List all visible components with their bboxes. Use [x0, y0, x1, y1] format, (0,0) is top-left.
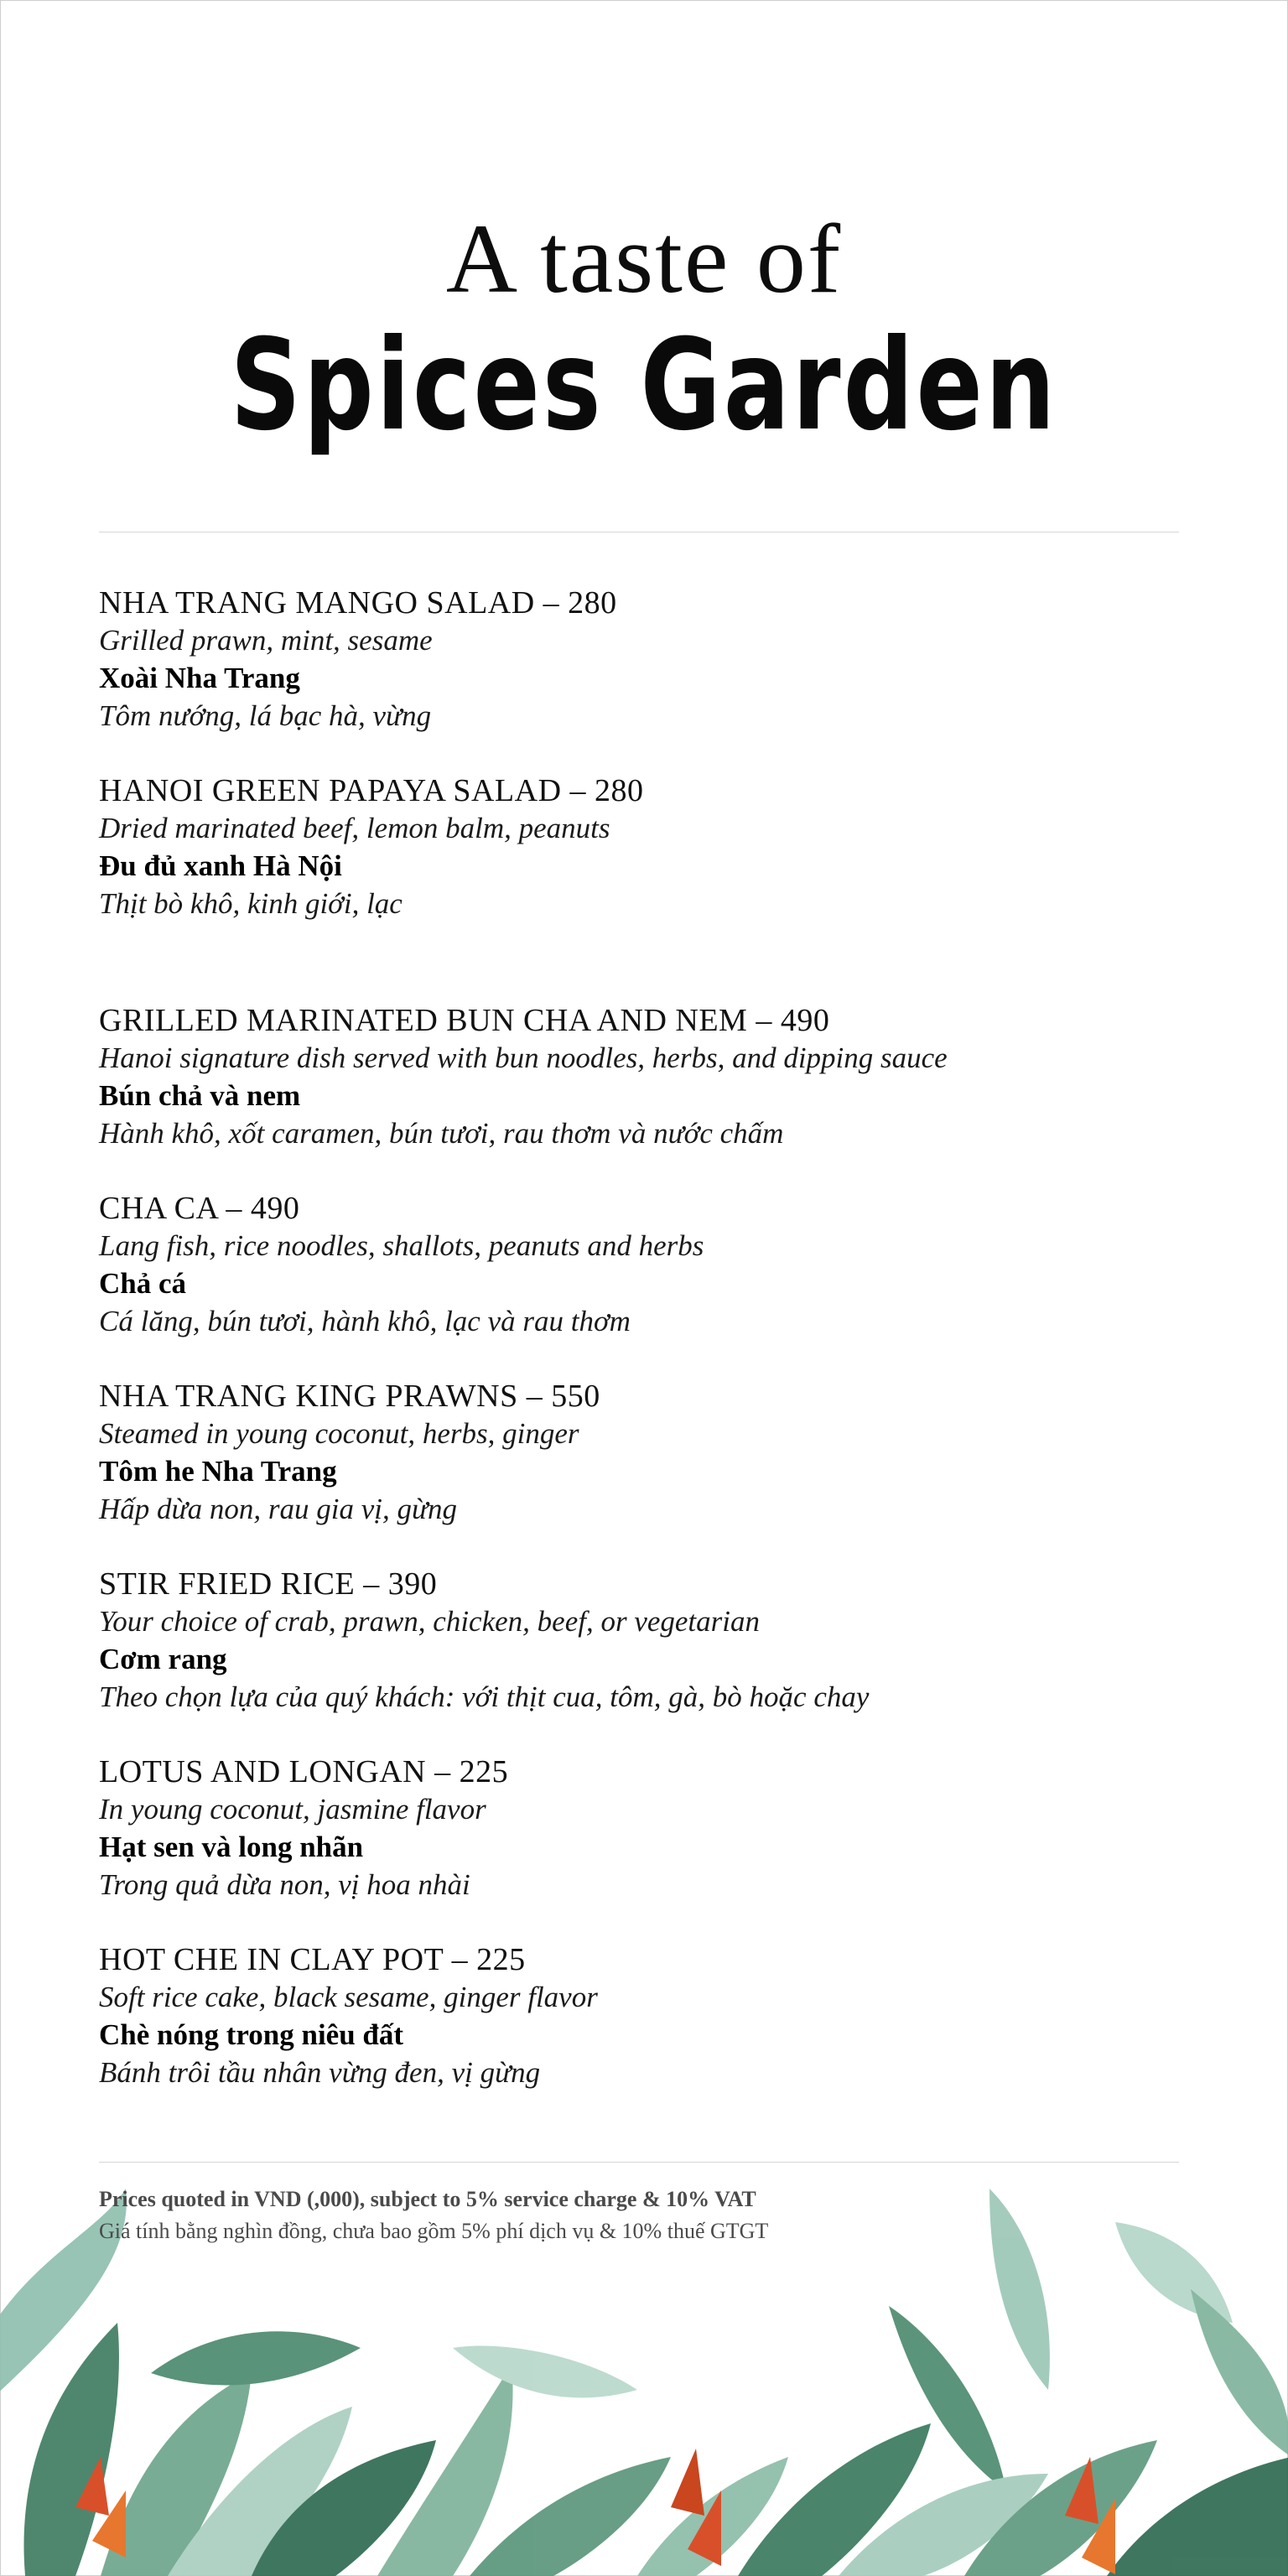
menu-item	[99, 1940, 1189, 2091]
menu-item	[99, 1001, 1189, 1152]
menu-item	[99, 1377, 1189, 1528]
item-vietnamese-description: Thịt bò khô, kinh giới, lạc	[99, 887, 402, 920]
item-price: 550	[551, 1379, 600, 1414]
leaf-shape	[151, 2331, 361, 2385]
item-vietnamese-description: Theo chọn lựa của quý khách: với thịt cua, tôm, gà, bò hoặc chay	[99, 1680, 870, 1713]
item-description: Lang fish, rice noodles, shallots, peanuts and herbs	[99, 1229, 704, 1262]
item-description: In young coconut, jasmine flavor	[99, 1793, 486, 1826]
price-note	[99, 2184, 1189, 2247]
leaf-shape	[1191, 2289, 1288, 2457]
menu-item	[99, 771, 1189, 922]
item-name: NHA TRANG MANGO SALAD	[99, 585, 535, 621]
item-vietnamese-description: Hấp dừa non, rau gia vị, gừng	[99, 1493, 458, 1525]
menu-item	[99, 1189, 1189, 1340]
leaf-shape	[453, 2345, 637, 2397]
item-heading: NHA TRANG KING PRAWNS – 550	[99, 1379, 600, 1414]
item-description: Grilled prawn, mint, sesame	[99, 624, 433, 657]
title-line-1: A taste of	[445, 204, 843, 314]
item-description: Steamed in young coconut, herbs, ginger	[99, 1417, 579, 1450]
item-heading: GRILLED MARINATED BUN CHA AND NEM – 490	[99, 1003, 830, 1038]
menu-item	[99, 1565, 1189, 1716]
price-note-vietnamese: Giá tính bằng nghìn đồng, chưa bao gồm 5% phí dịch vụ & 10% thuế GTGT	[99, 2219, 769, 2243]
item-price: 225	[476, 1942, 526, 1977]
item-price: 390	[387, 1566, 438, 1602]
menu-item	[99, 584, 1189, 735]
item-price: 490	[780, 1003, 830, 1038]
item-name: STIR FRIED RICE	[99, 1566, 356, 1602]
item-price: 225	[459, 1754, 509, 1789]
item-heading: NHA TRANG MANGO SALAD – 280	[99, 585, 617, 621]
item-vietnamese-name: Bún chả và nem	[99, 1079, 301, 1112]
flower-shape	[671, 2449, 704, 2516]
item-vietnamese-description: Trong quả dừa non, vị hoa nhài	[99, 1868, 470, 1901]
item-vietnamese-name: Xoài Nha Trang	[99, 662, 300, 694]
item-heading: HOT CHE IN CLAY POT – 225	[99, 1942, 526, 1977]
item-name: HANOI GREEN PAPAYA SALAD	[99, 773, 562, 808]
item-vietnamese-name: Chả cá	[99, 1267, 187, 1300]
price-note-english: Prices quoted in VND (,000), subject to 5% service charge & 10% VAT	[99, 2187, 756, 2211]
item-vietnamese-name: Đu đủ xanh Hà Nội	[99, 849, 342, 882]
item-name: NHA TRANG KING PRAWNS	[99, 1379, 518, 1414]
menu-list	[99, 584, 1189, 2128]
item-heading: LOTUS AND LONGAN – 225	[99, 1754, 509, 1789]
item-vietnamese-name: Chè nóng trong niêu đất	[99, 2018, 404, 2051]
item-vietnamese-name: Cơm rang	[99, 1643, 227, 1675]
item-price: 280	[595, 773, 644, 808]
item-heading: HANOI GREEN PAPAYA SALAD – 280	[99, 773, 644, 808]
item-name: HOT CHE IN CLAY POT	[99, 1942, 444, 1977]
title-line-2: Spices Garden	[230, 313, 1058, 459]
item-vietnamese-description: Bánh trôi tầu nhân vừng đen, vị gừng	[99, 2056, 541, 2089]
item-vietnamese-name: Tôm he Nha Trang	[99, 1455, 337, 1488]
item-vietnamese-description: Cá lăng, bún tươi, hành khô, lạc và rau thơm	[99, 1305, 631, 1337]
item-heading: STIR FRIED RICE – 390	[99, 1566, 438, 1602]
item-name: CHA CA	[99, 1191, 218, 1226]
item-price: 490	[250, 1191, 300, 1226]
item-description: Your choice of crab, prawn, chicken, beef, or vegetarian	[99, 1605, 760, 1638]
item-description: Hanoi signature dish served with bun noodles, herbs, and dipping sauce	[99, 1041, 948, 1074]
item-name: GRILLED MARINATED BUN CHA AND NEM	[99, 1003, 748, 1038]
item-heading: CHA CA – 490	[99, 1191, 300, 1226]
menu-item	[99, 1753, 1189, 1903]
item-price: 280	[568, 585, 617, 621]
item-description: Dried marinated beef, lemon balm, peanuts	[99, 812, 610, 844]
item-vietnamese-description: Hành khô, xốt caramen, bún tươi, rau thơm và nước chấm	[99, 1117, 784, 1150]
item-vietnamese-description: Tôm nướng, lá bạc hà, vừng	[99, 699, 432, 732]
item-description: Soft rice cake, black sesame, ginger flavor	[99, 1981, 598, 2013]
item-name: LOTUS AND LONGAN	[99, 1754, 427, 1789]
item-vietnamese-name: Hạt sen và long nhãn	[99, 1831, 364, 1863]
